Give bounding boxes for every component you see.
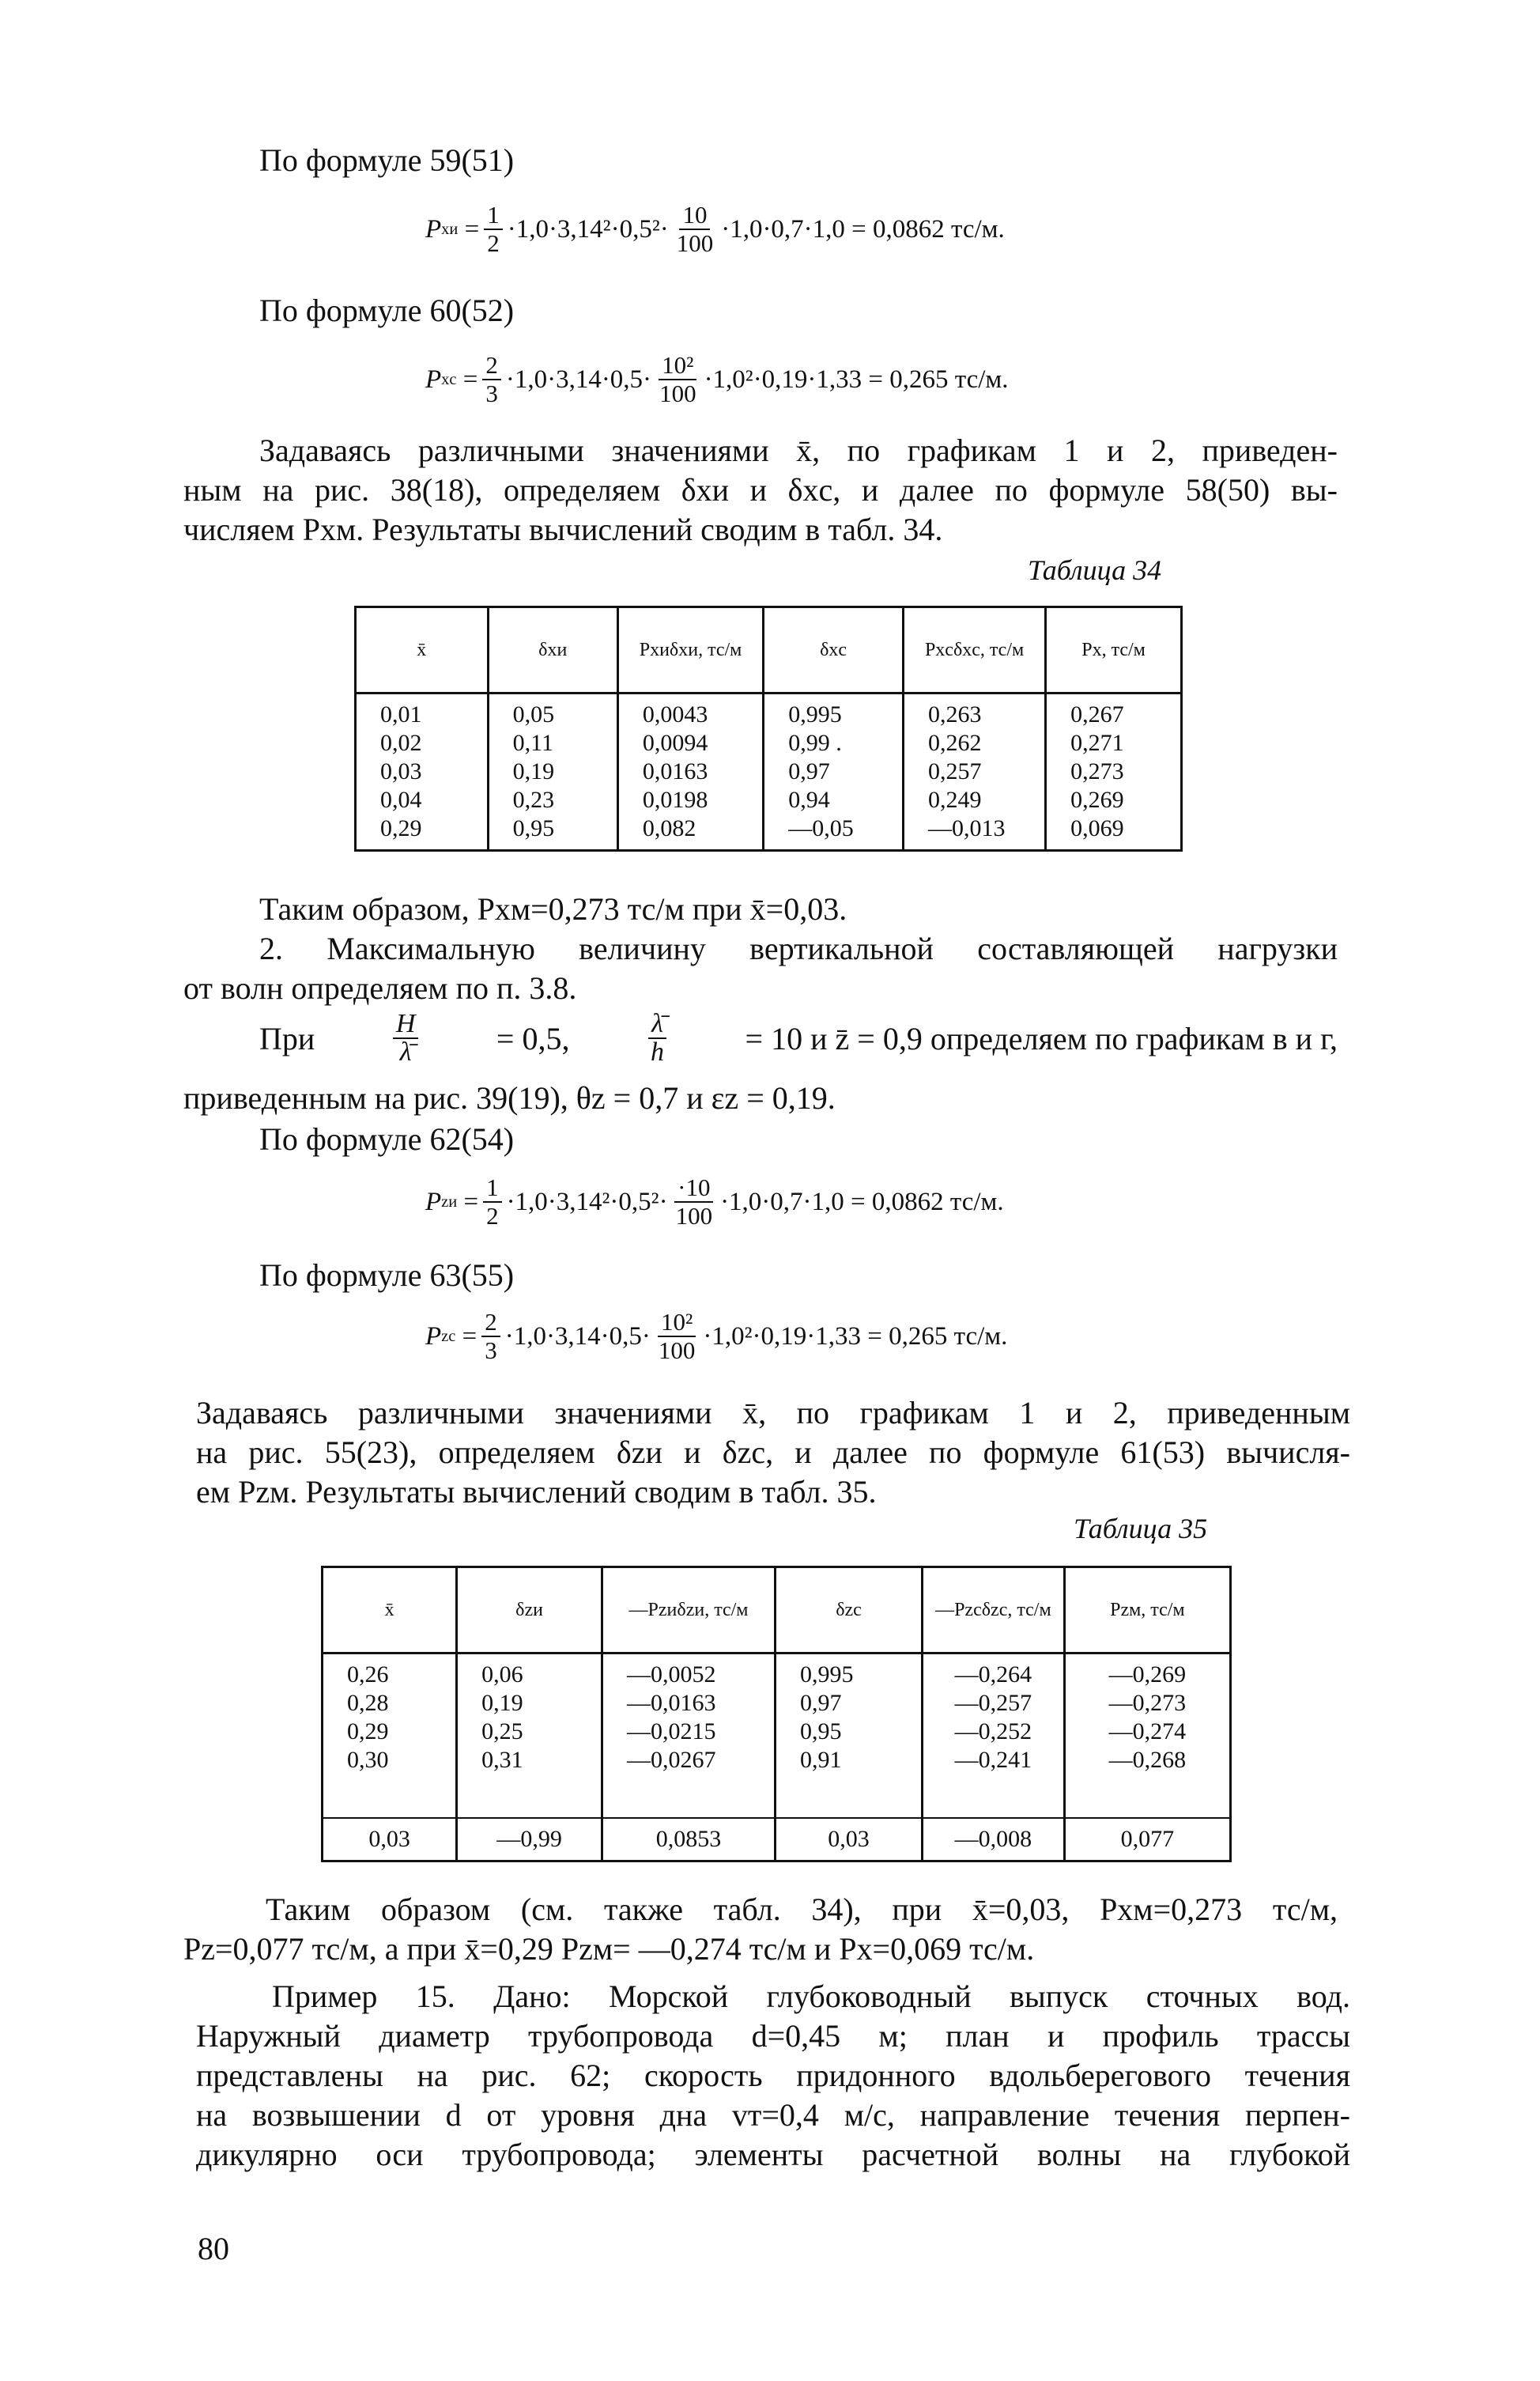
formula-63-fraction-1: $\frac{2}{3}$ [481, 1309, 500, 1364]
paragraph-line: от волн определяем по п. 3.8. [183, 970, 577, 1006]
formula-60-tail: ·1,0²·0,19·1,33 = 0,265 тс/м. [704, 365, 1009, 394]
formula-63-lhs: P [425, 1321, 442, 1351]
formula-63: P zc = $\frac{2}{3}$ ·1,0·3,14·0,5· $\frac{\text{10²}}{100}$ ·1,0²·0,19·1,33 = 0,265 тс/м. [425, 1308, 1008, 1364]
formula-59: P xи = $\frac{1}{2}$ ·1,0·3,14²·0,5²· $\frac{10}{100}$ ·1,0·0,7·1,0 = 0,0862 тс/м. [425, 201, 1005, 257]
table-35-col-delta-zc: 0,995 0,97 0,95 0,91 [776, 1653, 923, 1819]
example-15-paragraph [196, 1977, 1350, 2175]
table-35-col-x: 0,26 0,28 0,29 0,30 [323, 1653, 457, 1819]
table-35-header-pzm: Pzм, тс/м [1064, 1567, 1230, 1653]
formula-62-intro: По формуле 62(54) [259, 1121, 515, 1157]
paragraph-line: ным на рис. 38(18), определяем δxи и δxc, и далее по формуле 58(50) вы- [183, 472, 1338, 508]
formula-62: P zи = $\frac{1}{2}$ ·1,0·3,14²·0,5²· $\frac{\cdot 10}{100}$ ·1,0·0,7·1,0 = 0,0862 тс/м. [425, 1173, 1004, 1230]
table-34-header-pxi: Pxиδxи, тс/м [617, 607, 763, 694]
paragraph-line: дикулярно оси трубопровода; элементы расчетной волны на глубокой [196, 2137, 1350, 2172]
formula-62-lhs: P [425, 1187, 442, 1216]
condition-line [259, 1003, 1338, 1074]
paragraph-intro-table-34 [183, 431, 1338, 550]
table-35-extra-cell: —0,008 [923, 1818, 1065, 1861]
formula-63-tail: ·1,0²·0,19·1,33 = 0,265 тс/м. [703, 1321, 1008, 1351]
table-34-header-pxc: Pxcδxc, тс/м [904, 607, 1046, 694]
formula-62-fraction-1: $\frac{1}{2}$ [483, 1174, 502, 1230]
table-35-header-pzi: —Pzиδzи, тс/м [602, 1567, 776, 1653]
formula-60: P xc = $\frac{2}{3}$ ·1,0·3,14·0,5· $\frac{\text{10²}}{100}$ ·1,0²·0,19·1,33 = 0,265 тс/м. [425, 351, 1009, 407]
table-34-header-delta-xi: δxи [488, 607, 617, 694]
formula-59-lhs-sub: xи [441, 220, 459, 238]
table-34-header-px: Px, тс/м [1046, 607, 1182, 694]
paragraph-line: 2. Максимальную величину вертикальной составляющей нагрузки [259, 931, 1338, 966]
paragraph-item-2 [183, 929, 1338, 1008]
paragraph-line: Задаваясь различными значениями x̄, по графикам 1 и 2, приведенным [196, 1395, 1350, 1430]
table-35-caption: Таблица 35 [1074, 1513, 1208, 1544]
table-35-header-delta-zc: δzc [776, 1567, 923, 1653]
condition-mid-2: = 10 и z̄ = 0,9 определяем по графикам в и г, [745, 1020, 1338, 1056]
paragraph-line: Задаваясь различными значениями x̄, по графикам 1 и 2, приведен- [259, 433, 1338, 468]
formula-60-lhs: P [425, 365, 442, 394]
condition-fraction-1: $\frac{H}{\lambdā}$ [393, 1011, 419, 1066]
conclusion-table-35 [183, 1890, 1338, 1969]
condition-pre: При [259, 1020, 315, 1056]
paragraph-line: на рис. 55(23), определяем δzи и δzc, и далее по формуле 61(53) вычисля- [196, 1434, 1350, 1470]
formula-59-fraction-1: $\frac{1}{2}$ [484, 202, 503, 257]
paragraph-line: на возвышении d от уровня дна vт=0,4 м/с, направление течения перпен- [196, 2097, 1350, 2133]
formula-59-tail: ·1,0·0,7·1,0 = 0,0862 тс/м. [721, 214, 1005, 244]
table-35-col-pzc: —0,264 —0,257 —0,252 —0,241 [923, 1653, 1065, 1819]
paragraph-line: Таким образом (см. также табл. 34), при x̄=0,03, Pxм=0,273 тс/м, [266, 1892, 1338, 1927]
formula-59-fraction-2: $\frac{10}{100}$ [676, 201, 714, 257]
formula-62-fraction-2: $\frac{\cdot 10}{100}$ [675, 1173, 713, 1230]
condition-fraction-2: $\frac{\lambdā}{h}$ [647, 1011, 667, 1066]
table-34-col-pxi: 0,0043 0,0094 0,0163 0,0198 0,082 [617, 694, 763, 851]
table-35-col-pzm: —0,269 —0,273 —0,274 —0,268 [1064, 1653, 1230, 1819]
table-34-col-delta-xc: 0,995 0,99 . 0,97 0,94 —0,05 [764, 694, 904, 851]
page-number: 80 [198, 2231, 229, 2266]
table-35-extra-cell: —0,99 [457, 1818, 602, 1861]
table-35-col-pzi: —0,0052 —0,0163 —0,0215 —0,0267 [602, 1653, 776, 1819]
formula-63-intro: По формуле 63(55) [259, 1257, 515, 1293]
formula-59-lhs: P [425, 214, 442, 244]
table-34-col-px: 0,267 0,271 0,273 0,269 0,069 [1046, 694, 1182, 851]
paragraph-line: Pz=0,077 тс/м, а при x̄=0,29 Pzм= —0,274 тс/м и Px=0,069 тс/м. [183, 1931, 1035, 1967]
table-34-caption: Таблица 34 [1028, 554, 1162, 586]
formula-62-middle: ·1,0·3,14²·0,5²· [506, 1187, 668, 1216]
table-35-extra-cell: 0,0853 [602, 1818, 776, 1861]
formula-63-fraction-2: $\frac{\text{10²}}{100}$ [658, 1308, 696, 1364]
formula-62-tail: ·1,0·0,7·1,0 = 0,0862 тс/м. [720, 1187, 1004, 1216]
table-35-header-delta-zi: δzи [457, 1567, 602, 1653]
paragraph-line: представлены на рис. 62; скорость придонного вдольберегового течения [196, 2058, 1350, 2093]
paragraph-line: Наружный диаметр трубопровода d=0,45 м; план и профиль трассы [196, 2018, 1350, 2054]
table-34 [354, 606, 1183, 852]
formula-63-middle: ·1,0·3,14·0,5· [504, 1321, 651, 1351]
table-35-extra-cell: 0,077 [1064, 1818, 1230, 1861]
table-34-col-x: 0,01 0,02 0,03 0,04 0,29 [356, 694, 489, 851]
table-34-header-delta-xc: δxc [764, 607, 904, 694]
formula-60-intro: По формуле 60(52) [259, 293, 515, 328]
paragraph-line: Пример 15. Дано: Морской глубоководный выпуск сточных вод. [272, 1978, 1350, 2014]
formula-60-fraction-1: $\frac{2}{3}$ [482, 352, 501, 407]
formula-59-intro: По формуле 59(51) [259, 142, 515, 178]
table-35-header-x: x̄ [323, 1567, 457, 1653]
table-35-header-pzc: —Pzcδzc, тс/м [923, 1567, 1065, 1653]
table-35-extra-cell: 0,03 [323, 1818, 457, 1861]
table-35-col-delta-zi: 0,06 0,19 0,25 0,31 [457, 1653, 602, 1819]
formula-62-lhs-sub: zи [441, 1192, 458, 1211]
formula-63-lhs-sub: zc [441, 1327, 456, 1345]
paragraph-line: числяем Pxм. Результаты вычислений сводим в табл. 34. [183, 512, 943, 547]
table-35 [321, 1566, 1232, 1862]
table-35-extra-cell: 0,03 [776, 1818, 923, 1861]
condition-line-2: приведенным на рис. 39(19), θz = 0,7 и εz = 0,19. [183, 1080, 836, 1116]
paragraph-intro-table-35 [196, 1393, 1350, 1512]
formula-60-fraction-2: $\frac{\text{10²}}{100}$ [659, 351, 696, 407]
paragraph-line: ем Pzм. Результаты вычислений сводим в табл. 35. [196, 1474, 877, 1510]
formula-60-middle: ·1,0·3,14·0,5· [505, 365, 652, 394]
conclusion-table-34: Таким образом, Pxм=0,273 тс/м при x̄=0,03. [259, 891, 847, 927]
formula-59-middle: ·1,0·3,14²·0,5²· [507, 214, 669, 244]
table-34-col-delta-xi: 0,05 0,11 0,19 0,23 0,95 [488, 694, 617, 851]
table-34-header-x: x̄ [356, 607, 489, 694]
formula-60-lhs-sub: xc [441, 370, 457, 388]
condition-mid-1: = 0,5, [496, 1020, 570, 1056]
table-34-col-pxc: 0,263 0,262 0,257 0,249 —0,013 [904, 694, 1046, 851]
